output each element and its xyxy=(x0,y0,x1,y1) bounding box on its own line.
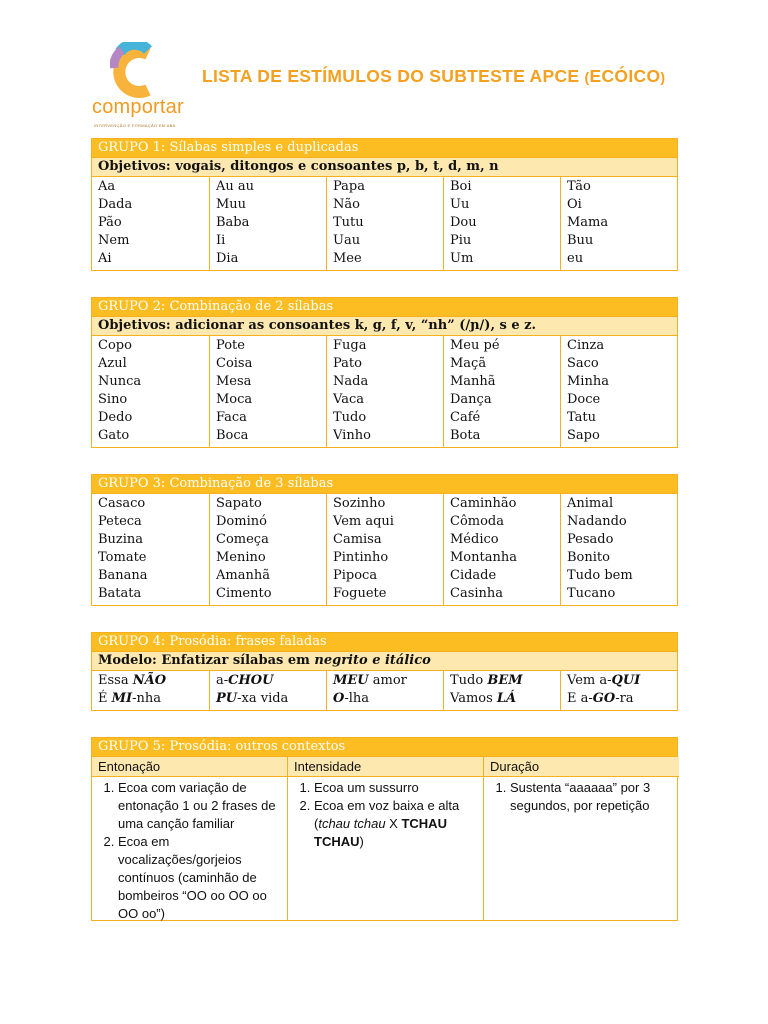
phrase-cell: Vem a-QUI xyxy=(567,673,641,688)
phrase-column xyxy=(443,671,560,710)
word-cell: Tomate xyxy=(98,550,147,565)
word-cell: Casinha xyxy=(450,586,504,601)
group-2-objective: Objetivos: adicionar as consoantes k, g, f, v, “nh” (/ɲ/), s e z. xyxy=(92,316,677,335)
word-cell: Mee xyxy=(333,251,362,266)
word-column xyxy=(92,336,209,447)
word-cell: Começa xyxy=(216,532,269,547)
word-column xyxy=(209,336,326,447)
word-cell: Banana xyxy=(98,568,148,583)
logo-tagline: INTERVENÇÃO E FORMAÇÃO EM ABA xyxy=(94,123,176,128)
word-cell: Um xyxy=(450,251,474,266)
word-column xyxy=(209,177,326,270)
word-cell: Pintinho xyxy=(333,550,389,565)
logo-wordmark: comportar xyxy=(92,96,184,118)
group-2-table xyxy=(91,297,678,448)
word-cell: Bonito xyxy=(567,550,610,565)
word-cell: Coisa xyxy=(216,356,253,371)
duracao-list xyxy=(490,779,675,815)
word-cell: Dança xyxy=(450,392,492,407)
word-cell: Uu xyxy=(450,197,470,212)
comportar-logo xyxy=(92,42,192,134)
word-cell: Gato xyxy=(98,428,130,443)
word-column xyxy=(92,494,209,605)
group-3-header: GRUPO 3: Combinação de 3 sílabas xyxy=(92,475,677,493)
entonacao-cell xyxy=(92,776,287,920)
word-column xyxy=(560,494,677,605)
word-cell: Oi xyxy=(567,197,582,212)
word-cell: Sapo xyxy=(567,428,600,443)
word-cell: Cinza xyxy=(567,338,605,353)
word-cell: Uau xyxy=(333,233,361,248)
group-1-words xyxy=(92,176,677,270)
word-cell: Nem xyxy=(98,233,130,248)
list-item: 2. Ecoa em vocalizações/gorjeios contínuos (caminhão de bombeiros “OO oo OO oo OO oo”) xyxy=(118,833,283,923)
word-cell: Tudo bem xyxy=(567,568,633,583)
word-cell: Batata xyxy=(98,586,142,601)
column-header-entonacao: Entonação xyxy=(92,757,287,776)
word-cell: Buu xyxy=(567,233,594,248)
word-cell: Faca xyxy=(216,410,247,425)
word-cell: Piu xyxy=(450,233,472,248)
phrase-cell: Tudo BEM xyxy=(450,673,523,688)
group-4-phrases xyxy=(92,670,677,710)
phrase-cell: Vamos LÁ xyxy=(450,691,517,706)
word-cell: Tutu xyxy=(333,215,364,230)
phrase-cell: O-lha xyxy=(333,691,370,706)
word-column xyxy=(443,336,560,447)
word-cell: Boi xyxy=(450,179,472,194)
document-title: LISTA DE ESTÍMULOS DO SUBTESTE APCE (ECÓICO) xyxy=(202,66,666,86)
word-cell: Pipoca xyxy=(333,568,378,583)
phrase-cell: a-CHOU xyxy=(216,673,274,688)
word-cell: Cidade xyxy=(450,568,497,583)
word-cell: eu xyxy=(567,251,584,266)
word-cell: Ai xyxy=(98,251,112,266)
word-cell: Menino xyxy=(216,550,266,565)
group-4-header: GRUPO 4: Prosódia: frases faladas xyxy=(92,633,677,651)
group-5-table xyxy=(91,737,678,921)
word-cell: Nadando xyxy=(567,514,627,529)
phrase-column xyxy=(92,671,209,710)
word-cell: Meu pé xyxy=(450,338,500,353)
word-cell: Baba xyxy=(216,215,250,230)
word-cell: Minha xyxy=(567,374,609,389)
list-item: 1. Ecoa um sussurro xyxy=(314,779,479,797)
word-cell: Bota xyxy=(450,428,481,443)
phrase-column xyxy=(326,671,443,710)
word-cell: Sino xyxy=(98,392,128,407)
word-cell: Cimento xyxy=(216,586,272,601)
word-cell: Cômoda xyxy=(450,514,504,529)
word-cell: Mesa xyxy=(216,374,252,389)
word-cell: Médico xyxy=(450,532,499,547)
word-cell: Doce xyxy=(567,392,601,407)
phrase-cell: E a-GO-ra xyxy=(567,691,634,706)
word-cell: Tucano xyxy=(567,586,616,601)
word-cell: Dou xyxy=(450,215,477,230)
phrase-cell: É MI-nha xyxy=(98,691,161,706)
word-cell: Fuga xyxy=(333,338,367,353)
word-cell: Tatu xyxy=(567,410,597,425)
word-cell: Nada xyxy=(333,374,369,389)
group-4-model: Modelo: Enfatizar sílabas em negrito e itálico xyxy=(92,651,677,670)
word-cell: Manhã xyxy=(450,374,496,389)
word-cell: Sozinho xyxy=(333,496,386,511)
word-cell: Tão xyxy=(567,179,591,194)
word-cell: Tudo xyxy=(333,410,367,425)
phrase-column xyxy=(209,671,326,710)
word-cell: Dada xyxy=(98,197,133,212)
word-cell: Casaco xyxy=(98,496,146,511)
word-cell: Foguete xyxy=(333,586,387,601)
word-cell: Sapato xyxy=(216,496,262,511)
word-column xyxy=(326,336,443,447)
intensidade-cell xyxy=(287,776,483,920)
word-cell: Moca xyxy=(216,392,253,407)
group-2-words xyxy=(92,335,677,447)
word-cell: Pão xyxy=(98,215,122,230)
list-item: 1. Sustenta “aaaaaa” por 3 segundos, por repetição xyxy=(510,779,675,815)
word-cell: Maçã xyxy=(450,356,487,371)
word-cell: Pote xyxy=(216,338,245,353)
word-cell: Caminhão xyxy=(450,496,517,511)
group-5-header: GRUPO 5: Prosódia: outros contextos xyxy=(92,738,677,756)
group-1-table xyxy=(91,138,678,271)
word-cell: Nunca xyxy=(98,374,142,389)
group-1-objective: Objetivos: vogais, ditongos e consoantes p, b, t, d, m, n xyxy=(92,157,677,176)
word-cell: Mama xyxy=(567,215,609,230)
group-1-header: GRUPO 1: Sílabas simples e duplicadas xyxy=(92,139,677,157)
list-item: 1. Ecoa com variação de entonação 1 ou 2 frases de uma canção familiar xyxy=(118,779,283,833)
word-cell: Dominó xyxy=(216,514,267,529)
group-4-table xyxy=(91,632,678,711)
phrase-cell: PU-xa vida xyxy=(216,691,289,706)
word-cell: Vinho xyxy=(333,428,371,443)
word-cell: Não xyxy=(333,197,360,212)
group-3-words xyxy=(92,493,677,605)
word-cell: Dedo xyxy=(98,410,133,425)
phrase-column xyxy=(560,671,677,710)
word-cell: Buzina xyxy=(98,532,144,547)
word-column xyxy=(560,177,677,270)
title-main: LISTA DE ESTÍMULOS DO SUBTESTE APCE xyxy=(202,66,585,86)
list-item: 2. Ecoa em voz baixa e alta (tchau tchau X TCHAU TCHAU) xyxy=(314,797,479,851)
word-column xyxy=(326,494,443,605)
column-header-intensidade: Intensidade xyxy=(287,757,483,776)
word-cell: Au au xyxy=(216,179,255,194)
word-cell: Vem aqui xyxy=(333,514,394,529)
group-2-header: GRUPO 2: Combinação de 2 sílabas xyxy=(92,298,677,316)
word-cell: Dia xyxy=(216,251,239,266)
duracao-cell xyxy=(483,776,679,920)
word-cell: Pato xyxy=(333,356,362,371)
word-cell: Montanha xyxy=(450,550,517,565)
word-cell: Copo xyxy=(98,338,132,353)
word-cell: Boca xyxy=(216,428,249,443)
word-cell: Pesado xyxy=(567,532,614,547)
word-cell: Azul xyxy=(98,356,127,371)
title-paren-word: ECÓICO xyxy=(589,66,661,86)
word-column xyxy=(443,494,560,605)
word-column xyxy=(92,177,209,270)
word-column xyxy=(209,494,326,605)
word-cell: Animal xyxy=(567,496,614,511)
column-header-duracao: Duração xyxy=(483,757,679,776)
word-cell: Aa xyxy=(98,179,116,194)
word-cell: Papa xyxy=(333,179,365,194)
word-cell: Ii xyxy=(216,233,226,248)
word-cell: Café xyxy=(450,410,481,425)
word-cell: Saco xyxy=(567,356,599,371)
word-cell: Camisa xyxy=(333,532,382,547)
word-column xyxy=(326,177,443,270)
group-3-table xyxy=(91,474,678,606)
word-cell: Peteca xyxy=(98,514,142,529)
group-5-grid xyxy=(92,756,677,920)
word-cell: Amanhã xyxy=(216,568,270,583)
entonacao-list xyxy=(98,779,283,923)
word-cell: Muu xyxy=(216,197,247,212)
word-column xyxy=(443,177,560,270)
intensidade-list xyxy=(294,779,479,851)
logo-c-mark-icon xyxy=(110,42,154,100)
phrase-cell: MEU amor xyxy=(333,673,407,688)
word-column xyxy=(560,336,677,447)
word-cell: Vaca xyxy=(333,392,364,407)
phrase-cell: Essa NÃO xyxy=(98,673,167,688)
